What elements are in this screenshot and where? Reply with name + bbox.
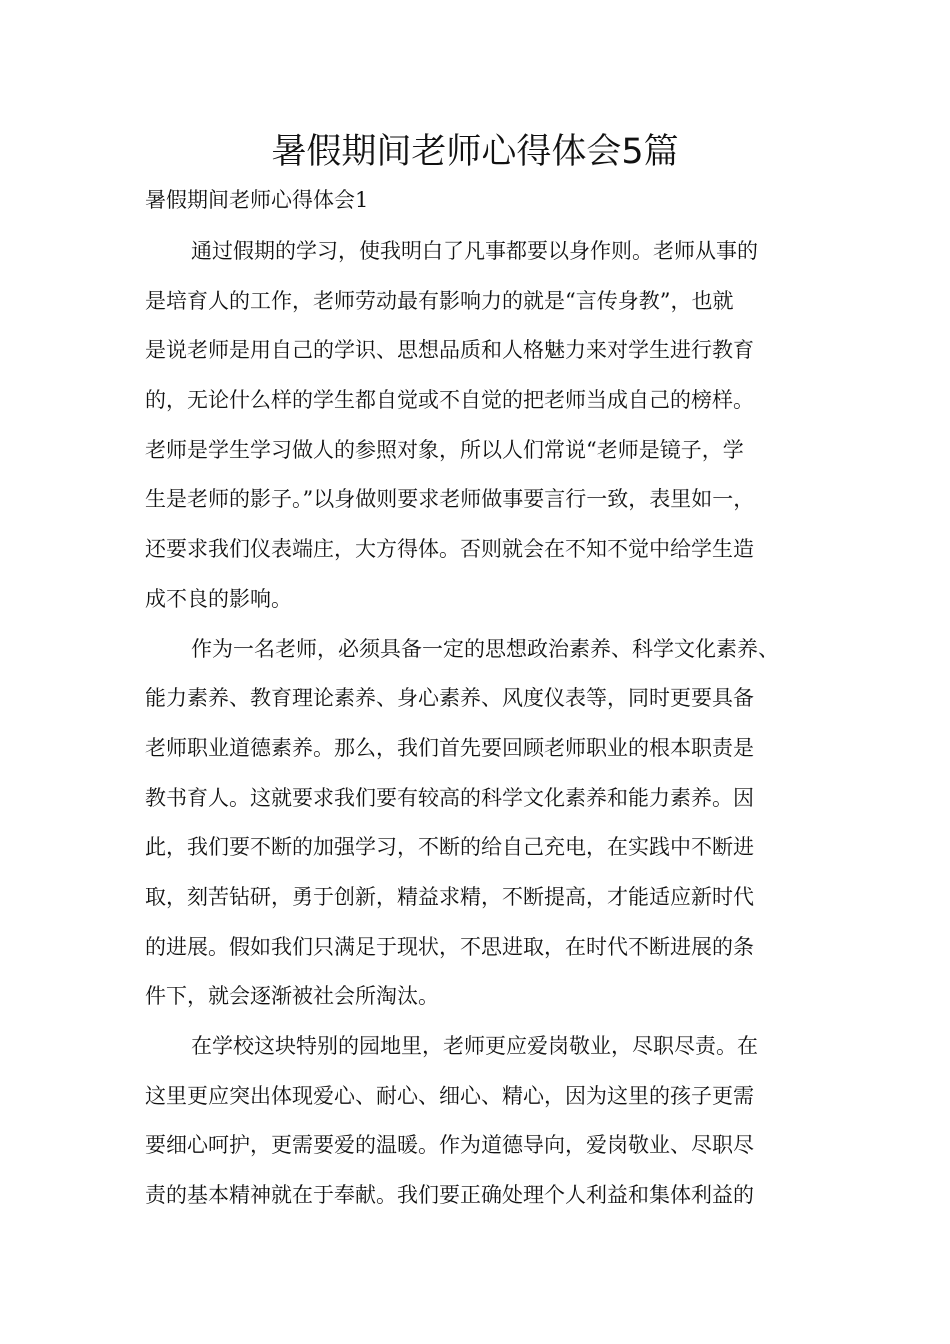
text-line: 成不良的影响。	[145, 586, 292, 611]
text-line: 还要求我们仪表端庄，大方得体。否则就会在不知不觉中给学生造	[145, 537, 754, 562]
text-line: 作为一名老师，必须具备一定的思想政治素养、科学文化素养、	[191, 636, 779, 661]
text-line: 责的基本精神就在于奉献。我们要正确处理个人利益和集体利益的	[145, 1183, 754, 1208]
text-line: 这里更应突出体现爱心、耐心、细心、精心，因为这里的孩子更需	[145, 1083, 754, 1108]
paragraph-1	[145, 227, 810, 625]
text-line: 取，刻苦钻研，勇于创新，精益求精，不断提高，才能适应新时代	[145, 884, 754, 909]
paragraph-2	[145, 625, 810, 1023]
text-line: 此，我们要不断的加强学习，不断的给自己充电，在实践中不断进	[145, 835, 754, 860]
text-line: 生是老师的影子。”以身做则要求老师做事要言行一致，表里如一，	[145, 487, 755, 512]
text-line: 要细心呵护，更需要爱的温暖。作为道德导向，爱岗敬业、尽职尽	[145, 1133, 754, 1158]
text-line: 件下，就会逐渐被社会所淘汰。	[145, 984, 439, 1009]
document-body	[145, 227, 810, 1221]
text-line: 教书育人。这就要求我们要有较高的科学文化素养和能力素养。因	[145, 785, 754, 810]
text-line: 老师职业道德素养。那么，我们首先要回顾老师职业的根本职责是	[145, 735, 754, 760]
text-line: 老师是学生学习做人的参照对象，所以人们常说“老师是镜子，学	[145, 437, 744, 462]
document-title: 暑假期间老师心得体会5篇	[271, 132, 679, 172]
text-line: 是说老师是用自己的学识、思想品质和人格魅力来对学生进行教育	[145, 338, 754, 363]
text-line: 能力素养、教育理论素养、身心素养、风度仪表等，同时更要具备	[145, 686, 754, 711]
section-heading: 暑假期间老师心得体会1	[145, 188, 369, 212]
text-line: 在学校这块特别的园地里，老师更应爱岗敬业，尽职尽责。在	[191, 1034, 758, 1058]
text-line: 的进展。假如我们只满足于现状，不思进取，在时代不断进展的条	[145, 934, 754, 959]
text-line: 是培育人的工作，老师劳动最有影响力的就是“言传身教”，也就	[145, 288, 734, 313]
text-line: 通过假期的学习，使我明白了凡事都要以身作则。老师从事的	[191, 239, 758, 263]
paragraph-3	[145, 1022, 810, 1221]
text-line: 的，无论什么样的学生都自觉或不自觉的把老师当成自己的榜样。	[145, 388, 754, 413]
